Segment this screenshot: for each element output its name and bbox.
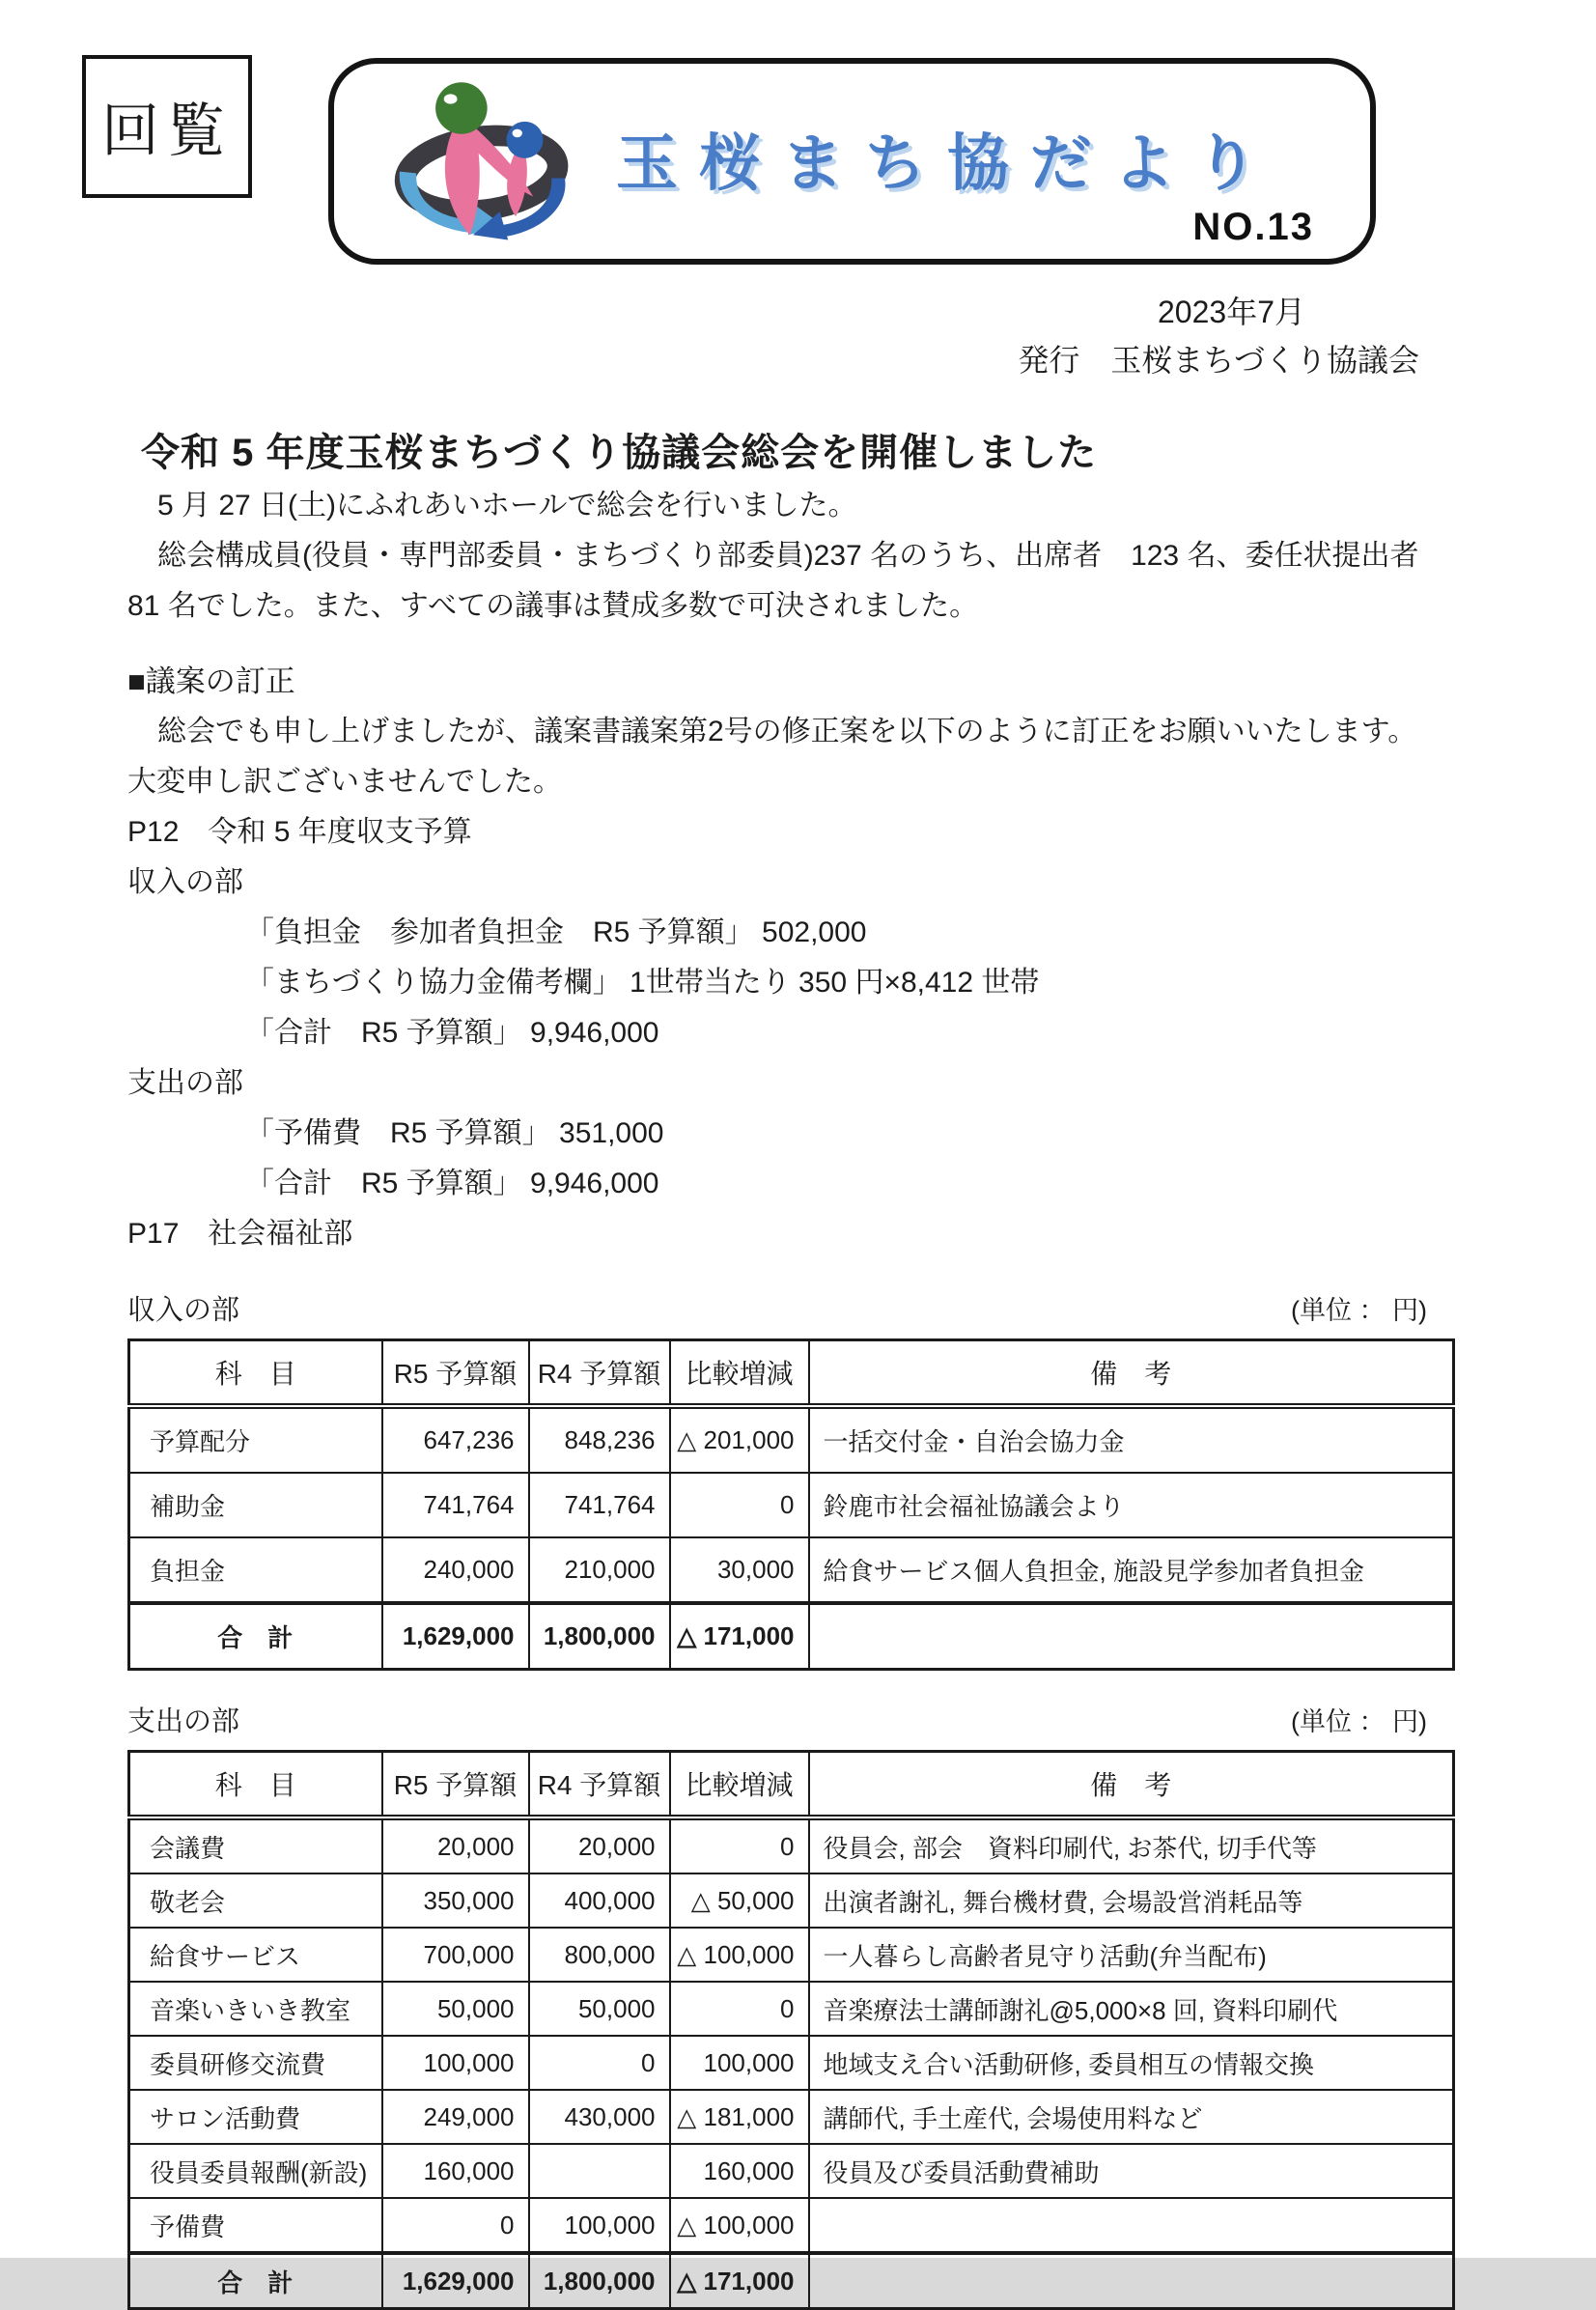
header-cell-r4: R4 予算額 xyxy=(529,1752,670,1818)
table-cell: 音楽いきいき教室 xyxy=(129,1982,382,2036)
kairan-stamp xyxy=(82,55,252,198)
header-cell-r5: R5 予算額 xyxy=(382,1340,529,1407)
table-cell: 予備費 xyxy=(129,2198,382,2253)
table-cell: 負担金 xyxy=(129,1537,382,1603)
table-cell: 鈴鹿市社会福祉協議会より xyxy=(809,1473,1454,1537)
table-row xyxy=(129,1928,1454,1982)
table-cell: △ 201,000 xyxy=(670,1406,809,1473)
table-cell xyxy=(809,2198,1454,2253)
header-cell-item: 科 目 xyxy=(129,1752,382,1818)
table-total-row xyxy=(129,2253,1454,2309)
table-cell: 0 xyxy=(670,1982,809,2036)
table-cell: 848,236 xyxy=(529,1406,670,1473)
table-cell: △ 50,000 xyxy=(670,1873,809,1928)
expense-section xyxy=(127,1702,1479,2310)
correction-line: 「まちづくり協力金備考欄」 1世帯当たり 350 円×8,412 世帯 xyxy=(245,967,1040,999)
expense-unit-note: (単位 ： 円) xyxy=(1291,1707,1427,1736)
header-cell-remarks: 備 考 xyxy=(809,1752,1454,1818)
table-cell: 160,000 xyxy=(670,2144,809,2198)
income-unit-note: (単位 ： 円) xyxy=(1291,1296,1427,1325)
table-cell: 1,800,000 xyxy=(529,2253,670,2309)
correction-section xyxy=(127,657,1479,1259)
table-row xyxy=(129,1982,1454,2036)
table-cell: 役員及び委員活動費補助 xyxy=(809,2144,1454,2198)
header-cell-diff: 比較増減 xyxy=(670,1752,809,1818)
table-cell: 100,000 xyxy=(382,2036,529,2090)
table-cell: 会議費 xyxy=(129,1817,382,1873)
table-cell: 役員委員報酬(新設) xyxy=(129,2144,382,2198)
header-cell-remarks: 備 考 xyxy=(809,1340,1454,1407)
table-row xyxy=(129,1817,1454,1873)
newsletter-header-box xyxy=(328,58,1376,265)
table-cell: 講師代, 手土産代, 会場使用料など xyxy=(809,2090,1454,2144)
table-cell: 100,000 xyxy=(529,2198,670,2253)
table-cell: 160,000 xyxy=(382,2144,529,2198)
table-cell: 1,629,000 xyxy=(382,2253,529,2309)
table-cell: 合 計 xyxy=(129,2253,382,2309)
header-cell-diff: 比較増減 xyxy=(670,1340,809,1407)
table-cell: △ 181,000 xyxy=(670,2090,809,2144)
table-cell: 800,000 xyxy=(529,1928,670,1982)
newsletter-title: 玉桜まち協だより xyxy=(616,128,1279,198)
machikyo-logo-icon xyxy=(373,71,585,255)
table-row xyxy=(129,1473,1454,1537)
table-cell: 0 xyxy=(670,1817,809,1873)
masthead xyxy=(1018,288,1419,384)
table-cell: 役員会, 部会 資料印刷代, お茶代, 切手代等 xyxy=(809,1817,1454,1873)
article-heading: 令和 5 年度玉桜まちづくり協議会総会を開催しました xyxy=(141,432,1098,474)
table-cell: △ 100,000 xyxy=(670,1928,809,1982)
article-line: 81 名でした。また、すべての議事は賛成多数で可決されました。 xyxy=(127,590,979,622)
correction-line: 支出の部 xyxy=(127,1067,243,1099)
table-cell: 出演者謝礼, 舞台機材費, 会場設営消耗品等 xyxy=(809,1873,1454,1928)
income-header-row xyxy=(129,1340,1454,1407)
table-cell: 350,000 xyxy=(382,1873,529,1928)
table-cell: 0 xyxy=(529,2036,670,2090)
table-cell: 50,000 xyxy=(529,1982,670,2036)
correction-line: 収入の部 xyxy=(127,866,243,898)
correction-line: 「予備費 R5 予算額」 351,000 xyxy=(245,1117,664,1149)
table-cell: 210,000 xyxy=(529,1537,670,1603)
table-cell: 合 計 xyxy=(129,1603,382,1670)
table-cell: 240,000 xyxy=(382,1537,529,1603)
table-cell: △ 171,000 xyxy=(670,1603,809,1670)
correction-line: 「合計 R5 予算額」 9,946,000 xyxy=(245,1168,659,1199)
correction-line: 大変申し訳ございませんでした。 xyxy=(127,766,562,798)
table-cell: 補助金 xyxy=(129,1473,382,1537)
table-cell: 予算配分 xyxy=(129,1406,382,1473)
table-cell: 敬老会 xyxy=(129,1873,382,1928)
table-cell: 647,236 xyxy=(382,1406,529,1473)
correction-line: 総会でも申し上げましたが、議案書議案第2号の修正案を以下のように訂正をお願いいたします。 xyxy=(157,716,1417,747)
correction-line: P17 社会福祉部 xyxy=(127,1218,353,1250)
header-cell-r4: R4 予算額 xyxy=(529,1340,670,1407)
table-cell: 400,000 xyxy=(529,1873,670,1928)
publisher: 発行 玉桜まちづくり協議会 xyxy=(1018,343,1419,378)
table-cell: 700,000 xyxy=(382,1928,529,1982)
table-cell: 一括交付金・自治会協力金 xyxy=(809,1406,1454,1473)
table-cell: 20,000 xyxy=(382,1817,529,1873)
income-section xyxy=(127,1290,1479,1671)
table-cell: △ 100,000 xyxy=(670,2198,809,2253)
table-cell: 741,764 xyxy=(529,1473,670,1537)
correction-line: 「合計 R5 予算額」 9,946,000 xyxy=(245,1017,659,1049)
page-content xyxy=(127,425,1479,2310)
table-cell: 100,000 xyxy=(670,2036,809,2090)
table-row xyxy=(129,2198,1454,2253)
article-line: 総会構成員(役員・専門部委員・まちづくり部委員)237 名のうち、出席者 123 名、委任状提出者 xyxy=(157,540,1419,572)
publication-date: 2023年7月 xyxy=(1158,295,1305,329)
kairan-label: 回覧 xyxy=(101,99,233,163)
table-cell: 50,000 xyxy=(382,1982,529,2036)
article-line: 5 月 27 日(土)にふれあいホールで総会を行いました。 xyxy=(157,490,857,521)
table-cell: 30,000 xyxy=(670,1537,809,1603)
table-row xyxy=(129,1406,1454,1473)
table-cell: 給食サービス個人負担金, 施設見学参加者負担金 xyxy=(809,1537,1454,1603)
table-cell: 一人暮らし高齢者見守り活動(弁当配布) xyxy=(809,1928,1454,1982)
expense-table-label: 支出の部 xyxy=(127,1706,240,1737)
table-row xyxy=(129,2090,1454,2144)
expense-header-row xyxy=(129,1752,1454,1818)
table-cell xyxy=(809,2253,1454,2309)
issue-number: NO.13 xyxy=(1192,206,1314,248)
table-cell: 0 xyxy=(670,1473,809,1537)
table-cell: 430,000 xyxy=(529,2090,670,2144)
expense-table xyxy=(127,1750,1455,2310)
table-cell: △ 171,000 xyxy=(670,2253,809,2309)
income-table-label: 収入の部 xyxy=(127,1295,240,1326)
table-cell: 249,000 xyxy=(382,2090,529,2144)
header-cell-item: 科 目 xyxy=(129,1340,382,1407)
income-table xyxy=(127,1338,1455,1671)
table-cell: 給食サービス xyxy=(129,1928,382,1982)
correction-line: 「負担金 参加者負担金 R5 予算額」 502,000 xyxy=(245,916,867,948)
header-cell-r5: R5 予算額 xyxy=(382,1752,529,1818)
table-total-row xyxy=(129,1603,1454,1670)
correction-heading: ■議案の訂正 xyxy=(127,664,295,698)
table-cell: 音楽療法士講師謝礼@5,000×8 回, 資料印刷代 xyxy=(809,1982,1454,2036)
table-cell xyxy=(529,2144,670,2198)
table-cell: 1,629,000 xyxy=(382,1603,529,1670)
table-cell: 委員研修交流費 xyxy=(129,2036,382,2090)
table-row xyxy=(129,2036,1454,2090)
table-cell: 1,800,000 xyxy=(529,1603,670,1670)
table-row xyxy=(129,1873,1454,1928)
table-cell xyxy=(809,1603,1454,1670)
table-cell: 地域支え合い活動研修, 委員相互の情報交換 xyxy=(809,2036,1454,2090)
correction-line: P12 令和 5 年度収支予算 xyxy=(127,816,472,848)
table-cell: 20,000 xyxy=(529,1817,670,1873)
table-row xyxy=(129,2144,1454,2198)
table-cell: サロン活動費 xyxy=(129,2090,382,2144)
table-cell: 0 xyxy=(382,2198,529,2253)
table-cell: 741,764 xyxy=(382,1473,529,1537)
table-row xyxy=(129,1537,1454,1603)
